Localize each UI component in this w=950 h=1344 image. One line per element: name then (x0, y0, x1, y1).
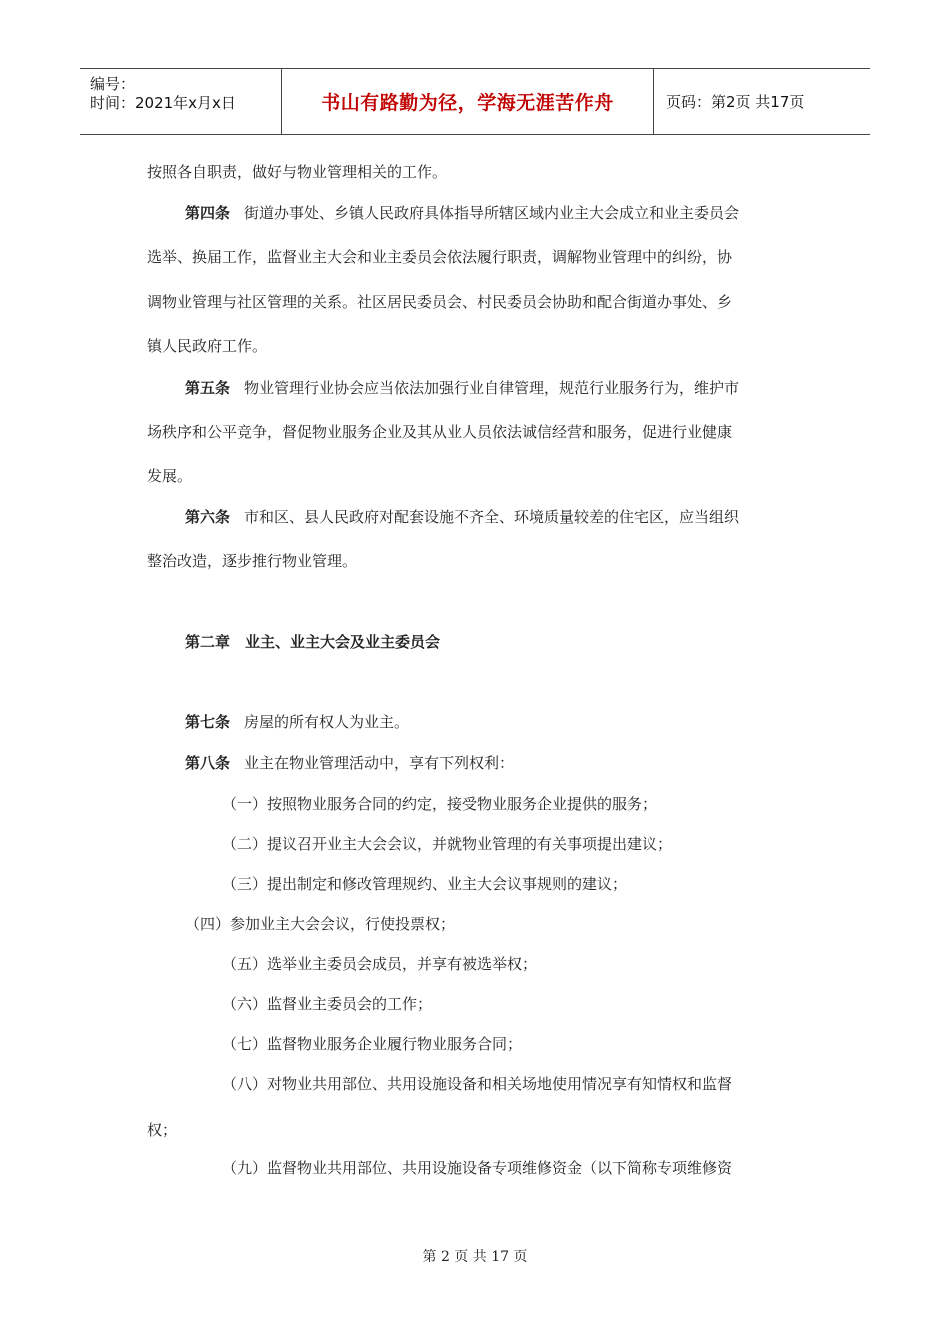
article-4-line (185, 203, 739, 223)
header-motto-cell (282, 69, 654, 134)
document-number-label: 编号： (90, 75, 136, 93)
list-item: （六）监督业主委员会的工作； (222, 995, 433, 1013)
article-6-label: 第六条 (185, 508, 231, 526)
paragraph-line: 发展。 (147, 467, 193, 485)
chapter-heading: 第二章 业主、业主大会及业主委员会 (185, 633, 441, 651)
article-7-text: 房屋的所有权人为业主。 (244, 713, 410, 731)
article-4-label: 第四条 (185, 204, 231, 222)
paragraph-line: 调物业管理与社区管理的关系。社区居民委员会、村民委员会协助和配合街道办事处、乡 (147, 293, 733, 311)
article-6-text: 市和区、县人民政府对配套设施不齐全、环境质量较差的住宅区，应当组织 (244, 508, 740, 526)
header-page-code (654, 69, 870, 134)
article-7-label: 第七条 (185, 713, 231, 731)
list-item: （一）按照物业服务合同的约定，接受物业服务企业提供的服务； (222, 795, 658, 813)
page-footer: 第 2 页 共 17 页 (422, 1249, 528, 1265)
header-meta (80, 69, 282, 134)
paragraph-line: 整治改造，逐步推行物业管理。 (147, 552, 358, 570)
article-4-text: 街道办事处、乡镇人民政府具体指导所辖区域内业主大会成立和业主委员会 (244, 204, 740, 222)
article-7-line (185, 712, 409, 732)
list-item: （二）提议召开业主大会会议，并就物业管理的有关事项提出建议； (222, 835, 673, 853)
article-8-text: 业主在物业管理活动中，享有下列权利： (244, 754, 515, 772)
paragraph-line: 选举、换届工作，监督业主大会和业主委员会依法履行职责，调解物业管理中的纠纷，协 (147, 248, 733, 266)
header-motto: 书山有路勤为径，学海无涯苦作舟 (321, 92, 614, 114)
list-item: （五）选举业主委员会成员，并享有被选举权； (222, 955, 538, 973)
paragraph-line: 权； (147, 1121, 178, 1139)
article-6-line (185, 507, 739, 527)
list-item: （三）提出制定和修改管理规约、业主大会议事规则的建议； (222, 875, 628, 893)
list-item: （四）参加业主大会会议，行使投票权； (185, 915, 456, 933)
paragraph-line: 镇人民政府工作。 (147, 337, 268, 355)
article-5-text: 物业管理行业协会应当依法加强行业自律管理，规范行业服务行为，维护市 (244, 379, 740, 397)
article-8-label: 第八条 (185, 754, 231, 772)
article-5-label: 第五条 (185, 379, 231, 397)
paragraph-line: 场秩序和公平竞争，督促物业服务企业及其从业人员依法诚信经营和服务，促进行业健康 (147, 423, 733, 441)
article-8-line (185, 753, 514, 773)
list-item: （九）监督物业共用部位、共用设施设备专项维修资金（以下简称专项维修资 (222, 1159, 733, 1177)
header-page-code-text: 页码：第2页 共17页 (666, 93, 805, 111)
paragraph-line: 按照各自职责，做好与物业管理相关的工作。 (147, 163, 448, 181)
list-item: （七）监督物业服务企业履行物业服务合同； (222, 1035, 523, 1053)
document-time-label: 时间：2021年x月x日 (90, 94, 236, 112)
list-item: （八）对物业共用部位、共用设施设备和相关场地使用情况享有知情权和监督 (222, 1075, 733, 1093)
page-header (80, 68, 870, 135)
article-5-line (185, 378, 739, 398)
